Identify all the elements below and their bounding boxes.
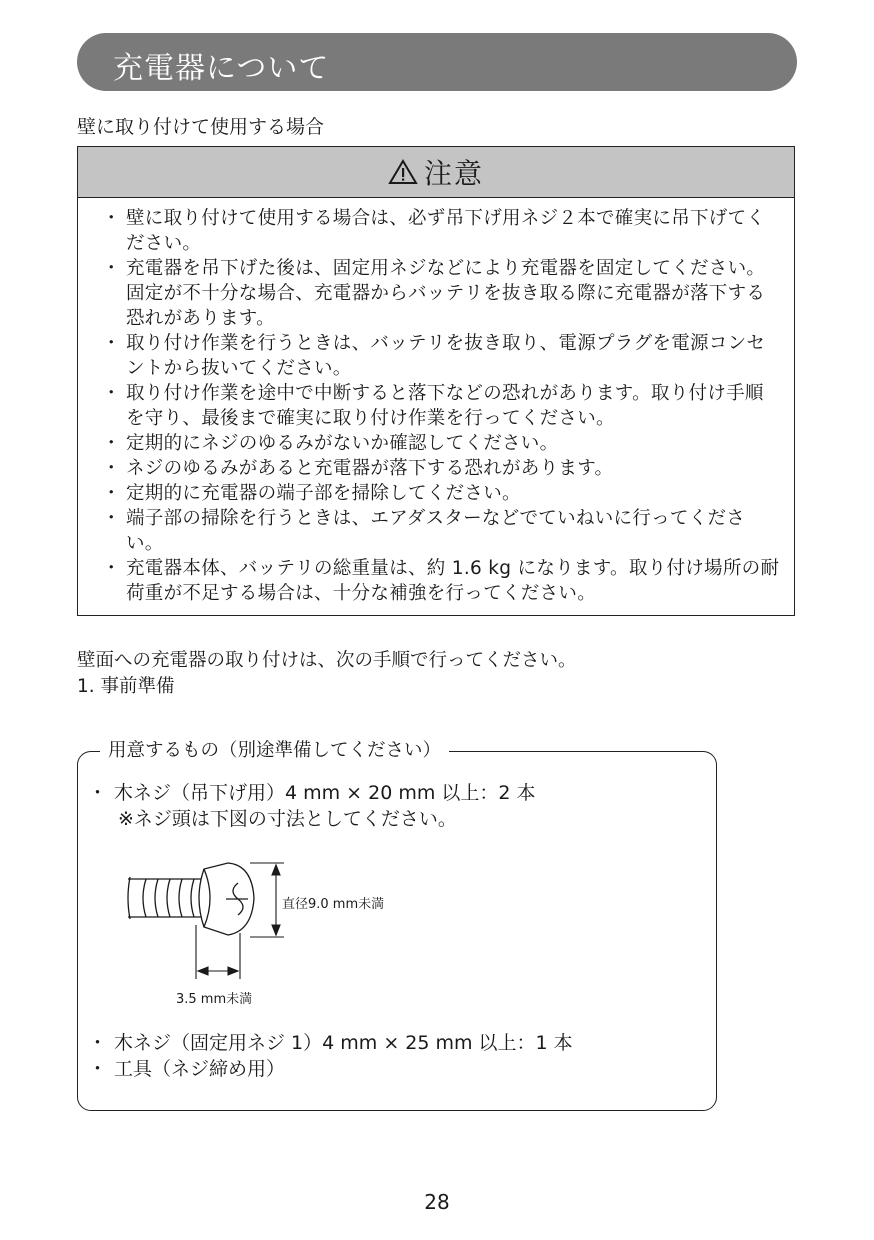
diameter-label: 直径9.0 mm未満 (282, 897, 385, 912)
caution-item: ・ 充電器を吊下げた後は、固定用ネジなどにより充電器を固定してください。固定が不十分な場合、充電器からバッテリを抜き取る際に充電器が落下する恐れがあります。 (102, 256, 782, 331)
caution-item: ・ 端子部の掃除を行うときは、エアダスターなどでていねいに行ってください。 (102, 506, 782, 556)
intro-line: 壁面への充電器の取り付けは、次の手順で行ってください。 (77, 650, 577, 671)
wall-mount-subheading: 壁に取り付けて使用する場合 (77, 116, 325, 138)
prep-item-hanging-screw (88, 780, 536, 806)
section-header (77, 33, 797, 91)
section-title: 充電器について (113, 51, 330, 86)
step-heading: 1. 事前準備 (77, 676, 175, 697)
bullet: ・ (88, 782, 108, 804)
bullet: ・ (88, 1032, 108, 1054)
screw-dimension-diagram (120, 855, 290, 985)
intro-text (77, 648, 577, 700)
head-height-label: 3.5 mm未満 (176, 992, 253, 1007)
warning-triangle-icon (388, 159, 418, 185)
caution-header (78, 147, 794, 198)
caution-title: 注意 (423, 157, 484, 190)
screw-shaft (128, 877, 202, 919)
caution-item: ・ 定期的に充電器の端子部を掃除してください。 (102, 481, 782, 506)
caution-item: ・ 取り付け作業を途中で中断すると落下などの恐れがあります。取り付け手順を守り、最後まで確実に取り付け作業を行ってください。 (102, 381, 782, 431)
prep-item-text: 木ネジ（吊下げ用）4 mm × 20 mm 以上：2 本 (114, 782, 536, 804)
prep-item-fixing-screw (88, 1030, 573, 1056)
screw-head-note: ※ネジ頭は下図の寸法としてください。 (118, 808, 457, 830)
caution-box (77, 146, 795, 616)
prep-item-text: 木ネジ（固定用ネジ 1）4 mm × 25 mm 以上：1 本 (114, 1032, 573, 1054)
caution-list (78, 198, 794, 606)
caution-item: ・ ネジのゆるみがあると充電器が落下する恐れがあります。 (102, 456, 782, 481)
page-number: 28 (424, 1190, 450, 1214)
caution-item: ・ 取り付け作業を行うときは、バッテリを抜き取り、電源プラグを電源コンセントから抜いてください。 (102, 331, 782, 381)
caution-item: ・ 充電器本体、バッテリの総重量は、約 1.6 kg になります。取り付け場所の耐荷重が不足する場合は、十分な補強を行ってください。 (102, 556, 782, 606)
prep-item-text: 工具（ネジ締め用） (114, 1058, 286, 1080)
screw-head (199, 863, 254, 935)
diameter-dimension (250, 863, 284, 937)
caution-item: ・ 定期的にネジのゆるみがないか確認してください。 (102, 431, 782, 456)
prep-item-tool (88, 1056, 285, 1082)
preparation-legend: 用意するもの（別途準備してください） (100, 739, 449, 763)
caution-item: ・ 壁に取り付けて使用する場合は、必ず吊下げ用ネジ２本で確実に吊下げてください。 (102, 206, 782, 256)
bullet: ・ (88, 1058, 108, 1080)
